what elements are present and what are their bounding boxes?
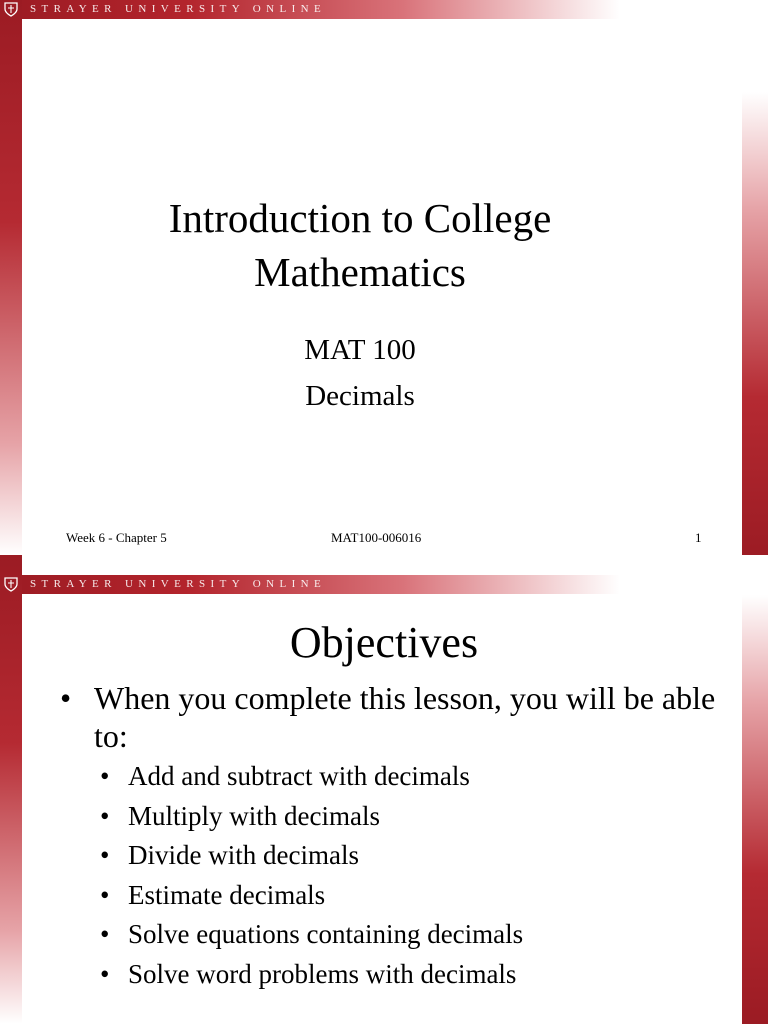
title-line-1: Introduction to College bbox=[168, 195, 552, 241]
list-item: • Divide with decimals bbox=[100, 836, 523, 876]
shield-icon bbox=[4, 577, 18, 592]
objectives-slide bbox=[0, 555, 768, 1024]
bullet-icon: • bbox=[100, 840, 110, 871]
objectives-list bbox=[100, 757, 523, 995]
list-item: • Estimate decimals bbox=[100, 876, 523, 916]
bullet-icon: • bbox=[100, 879, 110, 910]
list-item: • Solve equations containing decimals bbox=[100, 915, 523, 955]
course-code: MAT 100 bbox=[304, 334, 416, 366]
main-bullet-text: When you complete this lesson, you will be able to: bbox=[94, 680, 716, 754]
footer-week: Week 6 - Chapter 5 bbox=[66, 530, 167, 545]
bullet-icon: • bbox=[60, 680, 72, 716]
bullet-icon: • bbox=[100, 958, 110, 989]
page-number: 1 bbox=[695, 530, 702, 545]
bullet-icon: • bbox=[100, 761, 110, 791]
list-item: • Add and subtract with decimals bbox=[100, 757, 523, 797]
topic-subtitle: Decimals bbox=[305, 380, 415, 412]
title-line-2: Mathematics bbox=[254, 249, 466, 295]
slide-title: Objectives bbox=[289, 618, 479, 667]
bullet-icon: • bbox=[100, 800, 110, 831]
footer-course-id: MAT100-006016 bbox=[331, 530, 422, 545]
right-frame-bar bbox=[742, 92, 768, 555]
brand-header: STRAYER UNIVERSITY ONLINE bbox=[30, 578, 327, 590]
main-bullet bbox=[60, 679, 720, 755]
slide-title bbox=[0, 191, 720, 299]
brand-header: STRAYER UNIVERSITY ONLINE bbox=[30, 3, 327, 15]
list-item: • Solve word problems with decimals bbox=[100, 955, 523, 995]
list-item: • Multiply with decimals bbox=[100, 797, 523, 837]
shield-icon bbox=[4, 2, 18, 17]
bullet-icon: • bbox=[100, 919, 110, 950]
